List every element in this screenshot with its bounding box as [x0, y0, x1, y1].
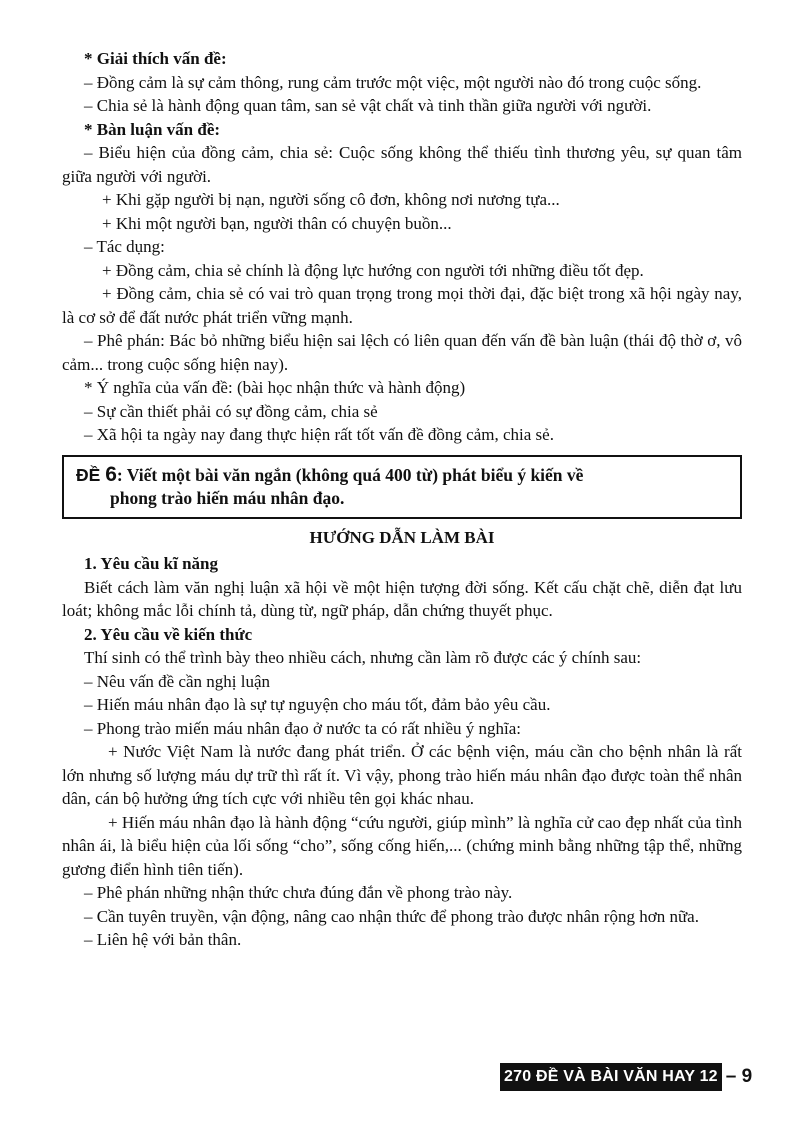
paragraph-7: – Tác dụng:	[84, 237, 165, 256]
paragraph-1: – Đồng cảm là sự cảm thông, rung cảm trước một việc, một người nào đó trong cuộc sống.	[84, 72, 702, 92]
guide-paragraph-8: + Hiến máu nhân đạo là hành động “cứu người, giúp mình” là nghĩa cử cao đẹp nhất của tình nhân ái, là biểu hiện của lối sống “cho”, sống cống hiến,... (chứng minh bằng những tập thể, những gương điển hình tiên tiến).	[62, 812, 742, 879]
paragraph-5: + Khi gặp người bị nạn, người sống cô đơn, không nơi nương tựa...	[102, 190, 560, 209]
guide-paragraph-1: Biết cách làm văn nghị luận xã hội về một hiện tượng đời sống. Kết cấu chặt chẽ, diễn đạt lưu loát; không mắc lỗi chính tả, dùng từ, ngữ pháp, dẫn chứng thuyết phục.	[62, 577, 742, 620]
paragraph-11: * Ý nghĩa của vấn đề: (bài học nhận thức và hành động)	[84, 378, 466, 397]
guide-paragraph-9: – Phê phán những nhận thức chưa đúng đắn về phong trào này.	[84, 883, 513, 902]
paragraph-3: * Bàn luận vấn đề:	[84, 119, 221, 139]
exam-question-line1	[76, 463, 730, 488]
page-number: – 9	[725, 1066, 753, 1088]
guide-paragraph-7: + Nước Việt Nam là nước đang phát triển. Ở các bệnh viện, máu cần cho bệnh nhân là rất lớn nhưng số lượng máu dự trữ thì rất ít. Vì vậy, phong trào hiến máu nhân đạo được toàn thể nhân dân, cán bộ hưởng ứng tích cực với nhiều tên gọi khác nhau.	[62, 742, 742, 808]
paragraph-4: – Biểu hiện của đồng cảm, chia sẻ: Cuộc sống không thể thiếu tình thương yêu, sự quan tâm giữa người với người.	[62, 143, 742, 186]
document-page	[62, 0, 742, 952]
paragraph-6: + Khi một người bạn, người thân có chuyện buồn...	[102, 213, 452, 233]
guide-title: HƯỚNG DẪN LÀM BÀI	[309, 527, 495, 547]
book-title-banner: 270 ĐỀ VÀ BÀI VĂN HAY 12	[500, 1063, 722, 1091]
paragraph-9: + Đồng cảm, chia sẻ có vai trò quan trọng trong mọi thời đại, đặc biệt trong xã hội ngày nay, là cơ sở để đất nước phát triển vững mạnh.	[62, 284, 742, 327]
guide-paragraph-6: – Phong trào miến máu nhân đạo ở nước ta có rất nhiều ý nghĩa:	[84, 718, 521, 738]
paragraph-10: – Phê phán: Bác bỏ những biểu hiện sai lệch có liên quan đến vấn đề bàn luận (thái độ thờ ơ, vô cảm... trong cuộc sống hiện nay).	[62, 331, 742, 374]
paragraph-0: * Giải thích vấn đề:	[84, 49, 227, 68]
exam-question-box	[62, 455, 742, 519]
guide-paragraph-0: 1. Yêu cầu kĩ năng	[84, 554, 218, 573]
guide-paragraph-11: – Liên hệ với bản thân.	[84, 930, 242, 949]
guide-paragraph-5: – Hiến máu nhân đạo là sự tự nguyện cho máu tốt, đảm bảo yêu cầu.	[84, 695, 551, 714]
paragraph-8: + Đồng cảm, chia sẻ chính là động lực hướng con người tới những điều tốt đẹp.	[102, 260, 644, 280]
guide-paragraph-4: – Nêu vấn đề cần nghị luận	[84, 671, 270, 691]
page-footer	[500, 1063, 752, 1091]
paragraph-12: – Sự cần thiết phải có sự đồng cảm, chia sẻ	[84, 401, 378, 421]
guide-paragraph-3: Thí sinh có thể trình bày theo nhiều cách, nhưng cần làm rõ được các ý chính sau:	[84, 648, 642, 667]
paragraph-2: – Chia sẻ là hành động quan tâm, san sẻ vật chất và tinh thần giữa người với người.	[84, 96, 652, 115]
guide-paragraph-10: – Cần tuyên truyền, vận động, nâng cao nhận thức để phong trào được nhân rộng hơn nữa.	[84, 906, 699, 926]
section-explanation	[62, 47, 742, 447]
exam-prompt-1: : Viết một bài văn ngắn (không quá 400 từ) phát biểu ý kiến về	[116, 464, 584, 485]
paragraph-13: – Xã hội ta ngày nay đang thực hiện rất tốt vấn đề đồng cảm, chia sẻ.	[84, 425, 554, 444]
exam-label: ĐỀ	[76, 464, 106, 485]
guide-paragraph-2: 2. Yêu cầu về kiến thức	[84, 624, 253, 644]
section-guide	[62, 552, 742, 952]
exam-question-line2: phong trào hiến máu nhân đạo.	[110, 488, 345, 508]
exam-number: 6	[105, 462, 117, 486]
